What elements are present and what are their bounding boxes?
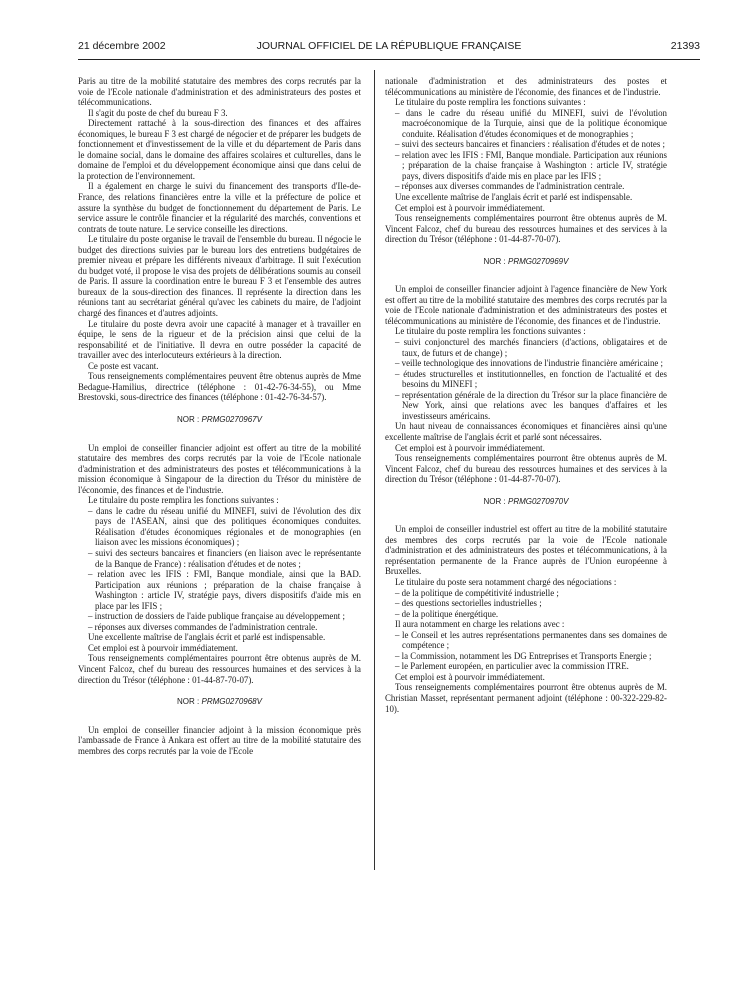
paragraph: Il aura notamment en charge les relations avec : (395, 619, 565, 630)
duties-list (385, 337, 667, 421)
duties-list (385, 108, 667, 192)
duties-list (78, 506, 361, 633)
paragraph: Un haut niveau de connaissances économiques et financières ainsi qu'une excellente maîtrise de l'anglais écrit et parlé sont nécessaires. (385, 421, 667, 442)
list-item: – dans le cadre du réseau unifié du MINEFI, suivi de l'évolution des dix pays de l'ASEAN, ainsi que des politiques économiques conduites. Réalisation d'études économiques régionales et de monographies (en liaison avec les missions économiques) ; (88, 506, 361, 548)
list-item: – études structurelles et institutionnelles, en fonction de l'actualité et des besoins du MINEFI ; (395, 369, 667, 390)
list-item: – réponses aux diverses commandes de l'administration centrale. (88, 622, 361, 633)
negotiations-list (385, 588, 667, 620)
header-date: 21 décembre 2002 (78, 40, 166, 52)
paragraph: nationale d'administration et des administrateurs des postes et télécommunications au ministère de l'économie, des finances et de l'industrie. (385, 76, 667, 97)
list-item: – relation avec les IFIS : FMI, Banque mondiale. Participation aux réunions ; préparation de la chaise française à Washington : article IV, stratégie pays, divers dispositifs d'aide mis en place par les IFIS ; (395, 150, 667, 182)
list-item: – représentation générale de la direction du Trésor sur la place financière de New York, ainsi que relations avec les banques d'affaires et les investisseurs américains. (395, 390, 667, 422)
nor-reference (78, 415, 361, 426)
paragraph: Une excellente maîtrise de l'anglais écrit et parlé est indispensable. (88, 632, 326, 643)
list-item: – la Commission, notamment les DG Entreprises et Transports Energie ; (395, 651, 667, 662)
paragraph: Un emploi de conseiller financier adjoint à la mission économique près l'ambassade de France à Ankara est offert au titre de la mobilité statutaire des membres des corps recrutés par la voie de l'Ecole (78, 724, 361, 756)
left-column (78, 76, 361, 756)
nor-code: PRMG0270968V (201, 697, 262, 707)
list-item: – veille technologique des innovations de l'industrie financière américaine ; (395, 358, 667, 369)
list-item: – le Parlement européen, en particulier avec la commission ITRE. (395, 661, 667, 672)
list-item: – réponses aux diverses commandes de l'administration centrale. (395, 181, 667, 192)
paragraph: Cet emploi est à pourvoir immédiatement. (395, 202, 545, 213)
list-item: – dans le cadre du réseau unifié du MINEFI, suivi de l'évolution macroéconomique de la Turquie, ainsi que de la politique économique conduite. Réalisation d'études économiques et de monographies ; (395, 108, 667, 140)
paragraph: Le titulaire du poste remplira les fonctions suivantes : (395, 97, 586, 108)
paragraph: Paris au titre de la mobilité statutaire des membres des corps recrutés par la voie de l'Ecole nationale d'administration et des administrateurs des postes et télécommunications. (78, 76, 361, 108)
nor-code: PRMG0270970V (507, 496, 569, 506)
paragraph: Tous renseignements complémentaires peuvent être obtenus auprès de Mme Bedague-Hamilius, directrice (téléphone : 01-42-76-34-55), ou Mme Brestovski, sous-directrice des finances (téléphone : 01-42-76-34-57). (78, 371, 361, 403)
nor-label: NOR : (177, 414, 200, 424)
list-item: – suivi des secteurs bancaires et financiers (en liaison avec le représentante de la Banque de France) : réalisation d'études et de notes ; (88, 548, 361, 569)
list-item: – suivi des secteurs bancaires et financiers : réalisation d'études et de notes ; (395, 139, 667, 150)
nor-label: NOR : (483, 256, 506, 266)
page-header (78, 40, 700, 56)
paragraph: Tous renseignements complémentaires pourront être obtenus auprès de M. Vincent Falcoz, chef du bureau des ressources humaines et des services à la direction du Trésor (téléphone : 01-44-87-70-07). (385, 453, 667, 485)
list-item: – de la politique de compétitivité industrielle ; (395, 588, 667, 599)
paragraph: Cet emploi est à pourvoir immédiatement. (88, 642, 238, 653)
relations-list (385, 630, 667, 672)
paragraph: Un emploi de conseiller financier adjoint à l'agence financière de New York est offert au titre de la mobilité statutaire des membres des corps recrutés par la voie de l'Ecole nationale d'administration et des administrateurs des postes et télécommunications au ministère de l'économie, des finances et de l'industrie. (385, 284, 667, 326)
header-rule (78, 59, 700, 60)
list-item: – suivi conjoncturel des marchés financiers (d'actions, obligataires et de taux, de futurs et de change) ; (395, 337, 667, 358)
list-item: – des questions sectorielles industrielles ; (395, 598, 667, 609)
nor-code: PRMG0270967V (201, 414, 262, 424)
paragraph: Un emploi de conseiller financier adjoint est offert au titre de la mobilité statutaire des membres des corps recrutés par la voie de l'Ecole nationale d'administration et des administrateurs des postes et télécommunications à la mission économique à Singapour de la direction du Trésor du ministère de l'économie, des finances et de l'industrie. (78, 442, 361, 495)
list-item: – relation avec les IFIS : FMI, Banque mondiale, ainsi que la BAD. Participation aux réunions ; préparation de la chaise française à Washington : article IV, stratégie pays, divers dispositifs d'aide mis en place par les IFIS ; (88, 569, 361, 611)
paragraph: Le titulaire du poste sera notamment chargé des négociations : (395, 576, 617, 587)
nor-reference (385, 257, 667, 268)
paragraph: Le titulaire du poste organise le travail de l'ensemble du bureau. Il négocie le budget des directions suivies par le bureau lors des entretiens budgétaires de premier niveau et prépare les différents niveaux d'arbitrage. Il suit l'exécution du budget voté, il propose le visa des projets de délibérations soumis au conseil de Paris. Il assure la coordination entre le bureau F 3 et l'ensemble des autres bureaux de la sous-direction des finances. Il représente la direction dans les réunions tant au secrétariat général qu'avec les cabinets du maire, de l'adjoint chargé des finances et d'autres adjoints. (78, 234, 362, 319)
paragraph: Un emploi de conseiller industriel est offert au titre de la mobilité statutaire des membres des corps recrutés par la voie de l'Ecole nationale d'administration et des administrateurs des postes et télécommunications, à la représentation permanente de la France auprès de l'Union européenne à Bruxelles. (385, 524, 667, 577)
paragraph: Tous renseignements complémentaires pourront être obtenus auprès de M. Christian Masset, représentant permanent adjoint (téléphone : 00-322-229-82-10). (385, 682, 667, 714)
nor-label: NOR : (177, 697, 200, 707)
nor-reference (78, 697, 361, 708)
nor-reference (385, 497, 667, 508)
nor-code: PRMG0270969V (507, 256, 569, 266)
paragraph: Le titulaire du poste remplira les fonctions suivantes : (395, 326, 586, 337)
list-item: – de la politique énergétique. (395, 609, 667, 620)
list-item: – instruction de dossiers de l'aide publique française au développement ; (88, 611, 361, 622)
page-number: 21393 (670, 40, 700, 52)
paragraph: Cet emploi est à pourvoir immédiatement. (395, 671, 545, 682)
column-divider (374, 70, 375, 870)
paragraph: Une excellente maîtrise de l'anglais écrit et parlé est indispensable. (395, 192, 633, 203)
paragraph: Il a également en charge le suivi du financement des transports d'Ile-de-France, des relations financières entre la ville et la préfecture de police et assure la synthèse du budget de fonctionnement du département de Paris. Le service assure le contrôle financier et la régularité des marchés, conventions et contrats de toute nature. Le service conseille les directions. (78, 181, 361, 234)
list-item: – le Conseil et les autres représentations permanentes dans ses domaines de compétence ; (395, 630, 667, 651)
nor-label: NOR : (483, 496, 506, 506)
journal-title: JOURNAL OFFICIEL DE LA RÉPUBLIQUE FRANÇAISE (256, 40, 522, 52)
paragraph: Cet emploi est à pourvoir immédiatement. (395, 442, 545, 453)
paragraph: Tous renseignements complémentaires pourront être obtenus auprès de M. Vincent Falcoz, chef du bureau des ressources humaines et des services à la direction du Trésor (téléphone : 01-44-87-70-07). (78, 653, 361, 685)
paragraph: Ce poste est vacant. (88, 360, 159, 371)
paragraph: Il s'agit du poste de chef du bureau F 3. (88, 107, 228, 118)
paragraph: Tous renseignements complémentaires pourront être obtenus auprès de M. Vincent Falcoz, chef du bureau des ressources humaines et des services à la direction du Trésor (téléphone : 01-44-87-70-07). (385, 213, 667, 245)
paragraph: Le titulaire du poste remplira les fonctions suivantes : (88, 495, 279, 506)
right-column (385, 76, 667, 714)
paragraph: Le titulaire du poste devra avoir une capacité à manager et à travailler en équipe, le sens de la rigueur et de la précision ainsi que celui de la responsabilité et de l'initiative. Il devra en outre posséder la capacité de travailler avec des interlocuteurs extérieurs à la direction. (78, 318, 361, 361)
paragraph: Directement rattaché à la sous-direction des finances et des affaires économiques, le bureau F 3 est chargé de négocier et de préparer les budgets de fonctionnement et d'investissement de la ville et du département de Paris dans le domaine social, dans le domaine des affaires scolaires et culturelles, dans le domaine de l'emploi et du développement économique ainsi que dans celui de la protection de l'environnement. (78, 118, 361, 181)
